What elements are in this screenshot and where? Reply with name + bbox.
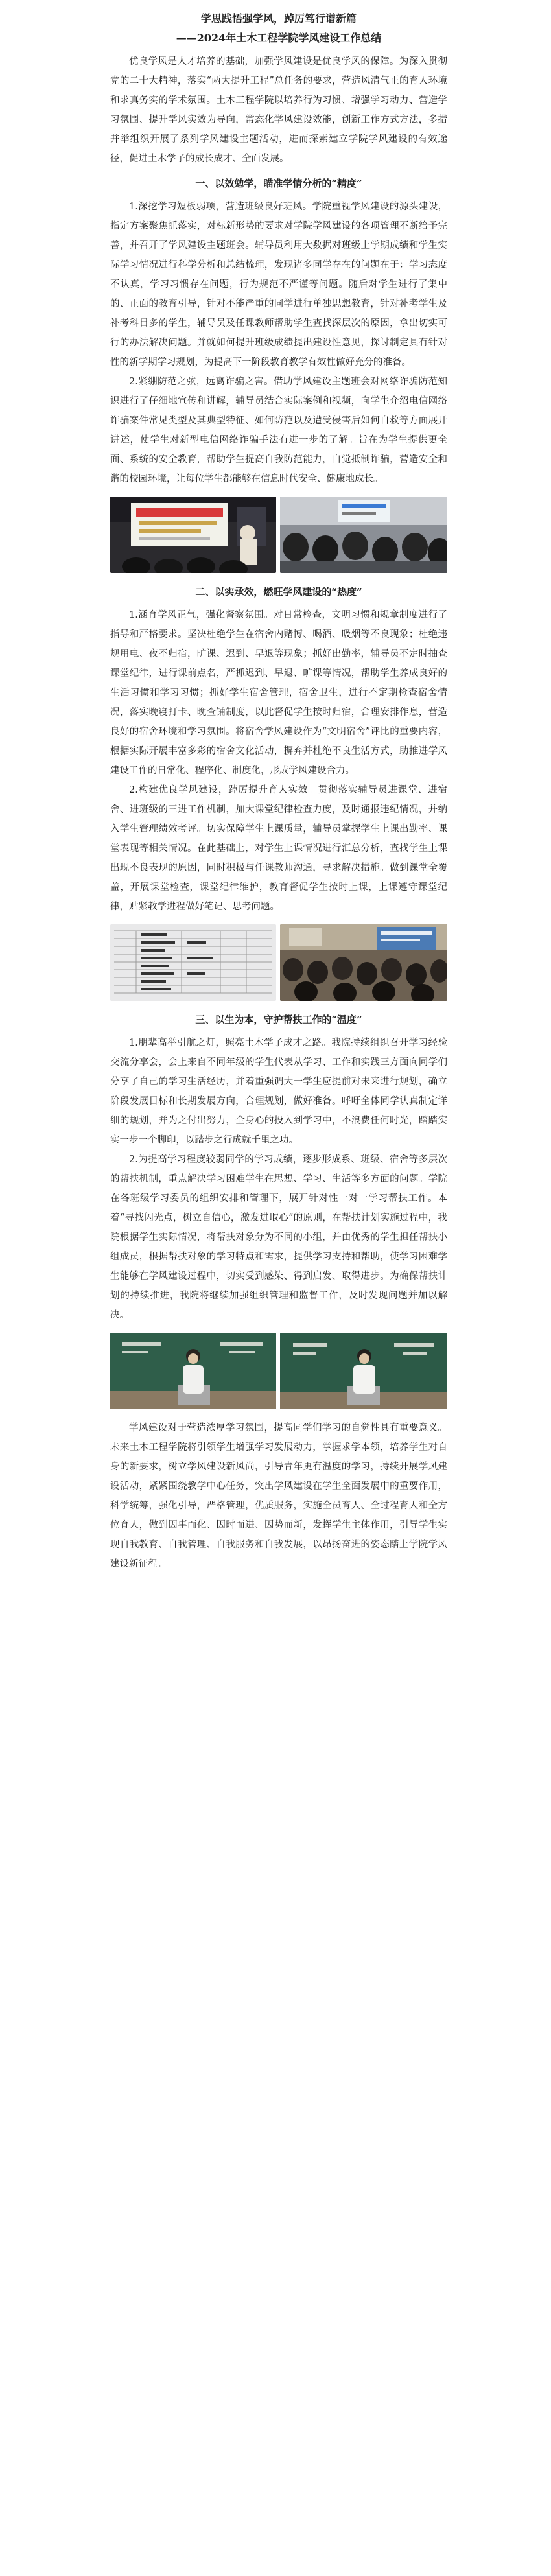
section-heading-2: 二、以实承效，燃旺学风建设的“热度”: [195, 586, 362, 598]
section-2-paragraph-2: 2.构建优良学风建设，踔厉提升育人实效。贯彻落实辅导员进课堂、进宿舍、进班级的三进工作机制，加大课堂纪律检查力度，及时通报违纪情况，并纳入学生管理绩效考评。切实保障学生上课质量，辅导员掌握学生上课出勤率、课堂表现等相关情况。在此基础上，对学生上课情况进行汇总分析，查找学生上课出现不良表现的原因，同时积极与任课教师沟通，寻求解决措施。做到课堂全覆盖，开展课堂检查，课堂纪律维护，教育督促学生按时上课，上课遵守课堂纪律，贴紧教学进程做好笔记、思考问题。: [110, 785, 447, 912]
intro-paragraph: 优良学风是人才培养的基础，加强学风建设是优良学风的保障。为深入贯彻党的二十大精神，落实“两大提升工程”总任务的要求，营造风清气正的育人环境和求真务实的学术氛围。土木工程学院以培养行为习惯、增强学习动力、营造学习氛围、提升学风实效为导向，常态化学风建设效能，创新工作方式方法，多措并举组织开展了系列学风建设主题活动，进而探索建立学院学风建设的有效途径，促进土木学子的成长成才、全面发展。: [110, 56, 447, 164]
section-3-paragraph-2: 2.为提高学习程度较弱同学的学习成绩，逐步形成系、班级、宿舍等多层次的帮扶机制，重点解决学习困难学生在思想、学习、生活等多方面的问题。学院在各班级学习委员的组织安排和管理下，展开针对性一对一学习帮扶工作。本着“寻找闪光点，树立自信心，激发进取心”的原则，在帮扶计划实施过程中，我院根据学生实际情况，将帮扶对象分为不同的小组，并由优秀的学生担任帮扶小组成员，根据帮扶对象的学习特点和需求，提供学习支持和帮助，使学习困难学生能够在学风建设过程中，切实受到感染、得到启发、取得进步。为确保帮扶计划的持续推进，我院将继续加强组织管理和监督工作，及时发现问题并加以解决。: [110, 1154, 447, 1320]
section-heading-3: 三、以生为本，守护帮扶工作的“温度”: [195, 1014, 362, 1025]
photo-row-2: [110, 924, 447, 1001]
section-heading-1: 一、以效勉学，瞄准学情分析的“精度”: [195, 178, 362, 189]
article-subtitle: ——2024年土木工程学院学风建设工作总结: [176, 32, 382, 44]
section-1-paragraph-1: 1.深挖学习短板弱项，营造班级良好班风。学院重视学风建设的源头建设，指定方案聚焦抓落实，对标新形势的要求对学院学风建设的各项管理不断给予完善，并召开了学风建设主题班会。辅导员利用大数据对班级上学期成绩和学生实际学习情况进行科学分析和总结梳理，发现诸多同学存在的问题在于：学习态度不认真，学习习惯存在问题，行为规范不严谨等问题。随后对学生进行了集中的、正面的教育引导，针对不能严重的同学进行单独思想教育，针对补考学生及补考科目多的学生，辅导员及任课教师帮助学生查找深层次的原因，拿出切实可行的办法解决问题。并就如何提升班级成绩提出建设性意见，探讨制定具有针对性的新学期学习规划，为提高下一阶段教育教学有效性做好充分的准备。: [110, 202, 447, 368]
conclusion-paragraph: 学风建设对于营造浓厚学习氛围，提高同学们学习的自觉性具有重要意义。未来土木工程学院将引领学生增强学习发展动力，掌握求学本领，培养学生对自身的新要求，树立学风建设新风尚，引导青年更有温度的学习，持续开展学风建设活动，紧紧围绕教学中心任务，突出学风建设在学生全面发展中的重要作用，科学统筹，强化引导，严格管理，优质服务，实施全员育人、全过程育人和全方位育人，做到因事而化、因时而进、因势而新，发挥学生主体作用，引导学生实现自我教育、自我管理、自我服务和自我发展，以昂扬奋进的姿态踏上学院学风建设新征程。: [110, 1423, 447, 1569]
photo-row-3: [110, 1333, 447, 1409]
photo-lecture-hall: [280, 924, 447, 1001]
photo-attendance-sheet: [110, 924, 276, 1001]
article: [110, 0, 447, 1574]
photo-speaker-at-blackboard-right: [280, 1333, 447, 1409]
photo-row-1: [110, 497, 447, 573]
section-1-paragraph-2: 2.紧绷防范之弦，远离诈骗之害。借助学风建设主题班会对网络诈骗防范知识进行了仔细地宣传和讲解，辅导员结合实际案例和视频，向学生介绍电信网络诈骗案件常见类型及其典型特征、如何防范以及遭受侵害后如何自救等方面展开讲述，使学生对新型电信网络诈骗手法有进一步的了解。旨在为学生提供更全面、系统的安全教育，帮助学生提高自我防范能力，自觉抵制诈骗，营造安全和谐的校园环境，让每位学生都能够在信息时代安全、健康地成长。: [110, 377, 447, 484]
article-title: 学思践悟强学风，踔厉笃行谱新篇: [200, 12, 357, 25]
section-2-paragraph-1: 1.涵育学风正气，强化督察氛围。对日常检查，文明习惯和规章制度进行了指导和严格要求。坚决杜绝学生在宿舍内赌博、喝酒、吸烟等不良现象；杜绝违规用电、夜不归宿，旷课、迟到、早退等现象；抓好出勤率，辅导员不定时抽查课堂纪律，进行课前点名，严抓迟到、早退、旷课等情况，帮助学生养成良好的生活习惯和学习习惯；抓好学生宿舍管理，宿舍卫生，进行不定期检查宿舍情况，落实晚寝打卡、晚查铺制度，以此督促学生按时归宿，合理安排作息，营造良好的宿舍环境和学习氛围。将宿舍学风建设作为“文明宿舍”评比的重要内容，根据实际开展丰富多彩的宿舍文化活动，摒弃并杜绝不良生活方式，助推进学风建设工作的日常化、程序化、制度化，形成学风建设合力。: [110, 610, 447, 776]
photo-students-in-classroom: [280, 497, 447, 573]
photo-class-meeting-screen: [110, 497, 276, 573]
photo-speaker-at-blackboard-left: [110, 1333, 276, 1409]
section-3-paragraph-1: 1.朋辈高举引航之灯，照亮土木学子成才之路。我院持续组织召开学习经验交流分享会，会上来自不同年级的学生代表从学习、工作和实践三方面向同学们分享了自己的学习生活经历，并着重强调大一学生应提前对未来进行规划，确立阶段发展目标和长期发展方向，合理规划，做好准备。呼吁全体同学认真制定详细的规划，并为之付出努力，全身心的投入到学习中，不浪费任何时光，踏踏实实一步一个脚印，以踏步之行成就千里之功。: [110, 1038, 447, 1145]
